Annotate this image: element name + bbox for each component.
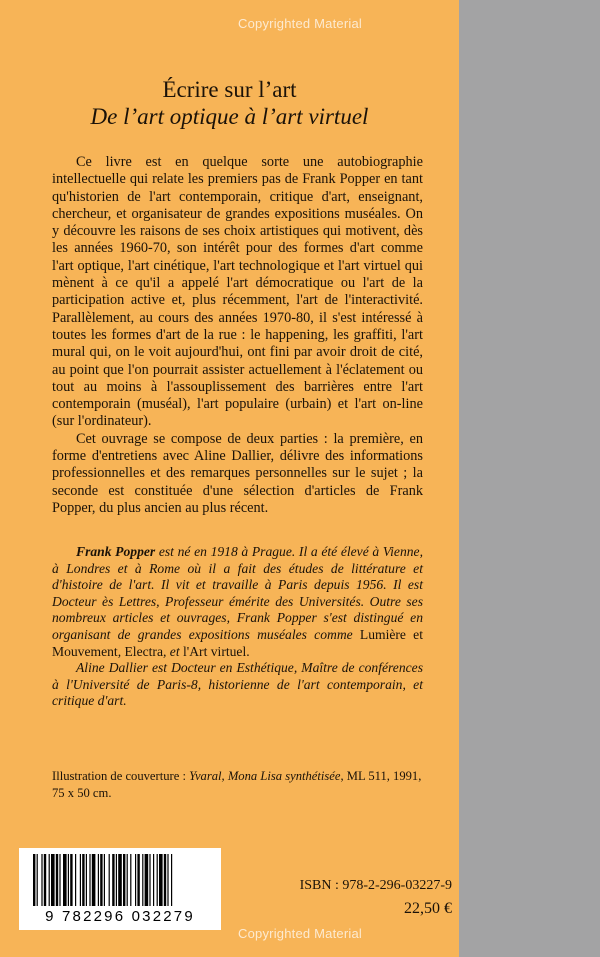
barcode-bar: [100, 854, 102, 906]
book-blurb: [52, 154, 423, 517]
bio-sep-1: ,: [117, 643, 125, 659]
barcode-bar: [59, 854, 60, 906]
illustration-credit: [52, 768, 432, 801]
barcode-bar: [68, 854, 69, 906]
barcode-bar: [159, 854, 163, 906]
barcode-bar: [75, 854, 76, 906]
barcode-bar: [109, 854, 110, 906]
blurb-paragraph-2: Cet ouvrage se compose de deux parties : la première, en forme d'entretiens avec Aline Dallier, délivre des informations professionnelles et des remarques personnelles sur le sujet ; la seconde est constituée d'une sélection d'articles de Frank Popper, du plus ancien au plus récent.: [52, 430, 423, 516]
barcode-bar: [98, 854, 99, 906]
barcode-bar: [145, 854, 149, 906]
bio-dallier: Aline Dallier est Docteur en Esthétique, Maître de conférences à l'Université de Paris-8, historienne de l'art contemporain, et critique d'art.: [52, 660, 423, 709]
barcode-bar: [171, 854, 172, 906]
bio-popper-text: est né en 1918 à Prague. Il a été élevé à Vienne, à Londres et à Rome où il a fait des études de littérature et d'histoire de l'art. Il vit et travaille à Paris depuis 1956. Il est Docteur ès Lettres, Professeur émérite des Universités. Outre ses nombreux articles et ouvrages, Frank Popper s'est distingué en organisant de grandes expositions muséales comme: [52, 544, 423, 642]
barcode-bar: [130, 854, 131, 906]
bio-popper: [52, 544, 423, 660]
isbn: ISBN : 978-2-296-03227-9: [299, 878, 452, 893]
bio-popper-name: Frank Popper: [76, 544, 156, 559]
barcode-bar: [33, 854, 35, 906]
illustration-details: , ML 511, 1991, 75 x 50 cm.: [52, 769, 422, 800]
cover-spine-edge: [459, 0, 600, 957]
barcode-bar: [164, 854, 166, 906]
barcode-bar: [80, 854, 81, 906]
barcode-bar: [116, 854, 117, 906]
author-bios: [52, 544, 423, 710]
barcode-bar: [142, 854, 143, 906]
barcode-bar: [112, 854, 114, 906]
barcode-bar: [157, 854, 158, 906]
barcode-bar: [56, 854, 58, 906]
barcode-bar: [149, 854, 150, 906]
barcode-bar: [127, 854, 128, 906]
barcode-bar: [37, 854, 38, 906]
book-title: [0, 76, 459, 130]
bio-expo-3: l'Art virtuel: [183, 643, 247, 659]
illustration-artist-work: Yvaral, Mona Lisa synthétisée: [189, 769, 341, 783]
barcode-bar: [70, 854, 72, 906]
barcode-bar: [49, 854, 50, 906]
bio-end: .: [246, 643, 250, 659]
barcode: [19, 848, 221, 930]
watermark-top: Copyrighted Material: [238, 16, 362, 31]
watermark-bottom: Copyrighted Material: [238, 926, 362, 941]
barcode-bar: [123, 854, 125, 906]
bio-sep-2: , et: [163, 643, 184, 659]
blurb-paragraph-1: Ce livre est en quelque sorte une autobiographie intellectuelle qui relate les premiers pas de Frank Popper en tant qu'historien de l'art contemporain, critique d'art, enseignant, chercheur, et organisateur de grandes expositions muséales. On y découvre les raisons de ses choix artistiques qui motivent, dès les années 1960-70, son intérêt pour des formes d'art comme l'art optique, l'art cinétique, l'art technologique et l'art virtuel qui mènent à ce qu'il a appelé l'art démocratique ou l'art de la participation active et, plus récemment, l'art de l'interactivité. Parallèlement, au cours des années 1970-80, il s'est intéressé à toutes les formes d'art de la rue : le happening, les graffiti, l'art mural qui, on le voit aujourd'hui, ont fini par avoir droit de cité, au point que l'on pourrait assister actuellement à l'éclatement ou tout au moins à l'assouplissement des barrières entre l'art contemporain (muséal), l'art populaire (urbain) et l'art on-line (sur l'ordinateur).: [52, 154, 423, 430]
bio-expo-1: Lumière et Mouvement: [52, 626, 423, 659]
barcode-bar: [63, 854, 67, 906]
barcode-bar: [92, 854, 96, 906]
barcode-bar: [41, 854, 42, 906]
illustration-label: Illustration de couverture :: [52, 769, 190, 783]
barcode-bar: [104, 854, 105, 906]
barcode-bar: [51, 854, 55, 906]
barcode-bars: [19, 848, 221, 910]
barcode-bar: [86, 854, 87, 906]
barcode-bar: [44, 854, 46, 906]
title-main: Écrire sur l’art: [162, 77, 297, 102]
barcode-digits: 9 782296 032279: [45, 908, 195, 925]
barcode-bar: [135, 854, 136, 906]
barcode-bar: [153, 854, 154, 906]
barcode-bar: [167, 854, 168, 906]
price: 22,50 €: [404, 900, 452, 917]
barcode-bar: [89, 854, 90, 906]
barcode-bar: [118, 854, 122, 906]
bio-expo-2: Electra: [124, 643, 163, 659]
title-subtitle: De l’art optique à l’art virtuel: [90, 104, 369, 129]
barcode-bar: [137, 854, 139, 906]
barcode-bar: [82, 854, 84, 906]
